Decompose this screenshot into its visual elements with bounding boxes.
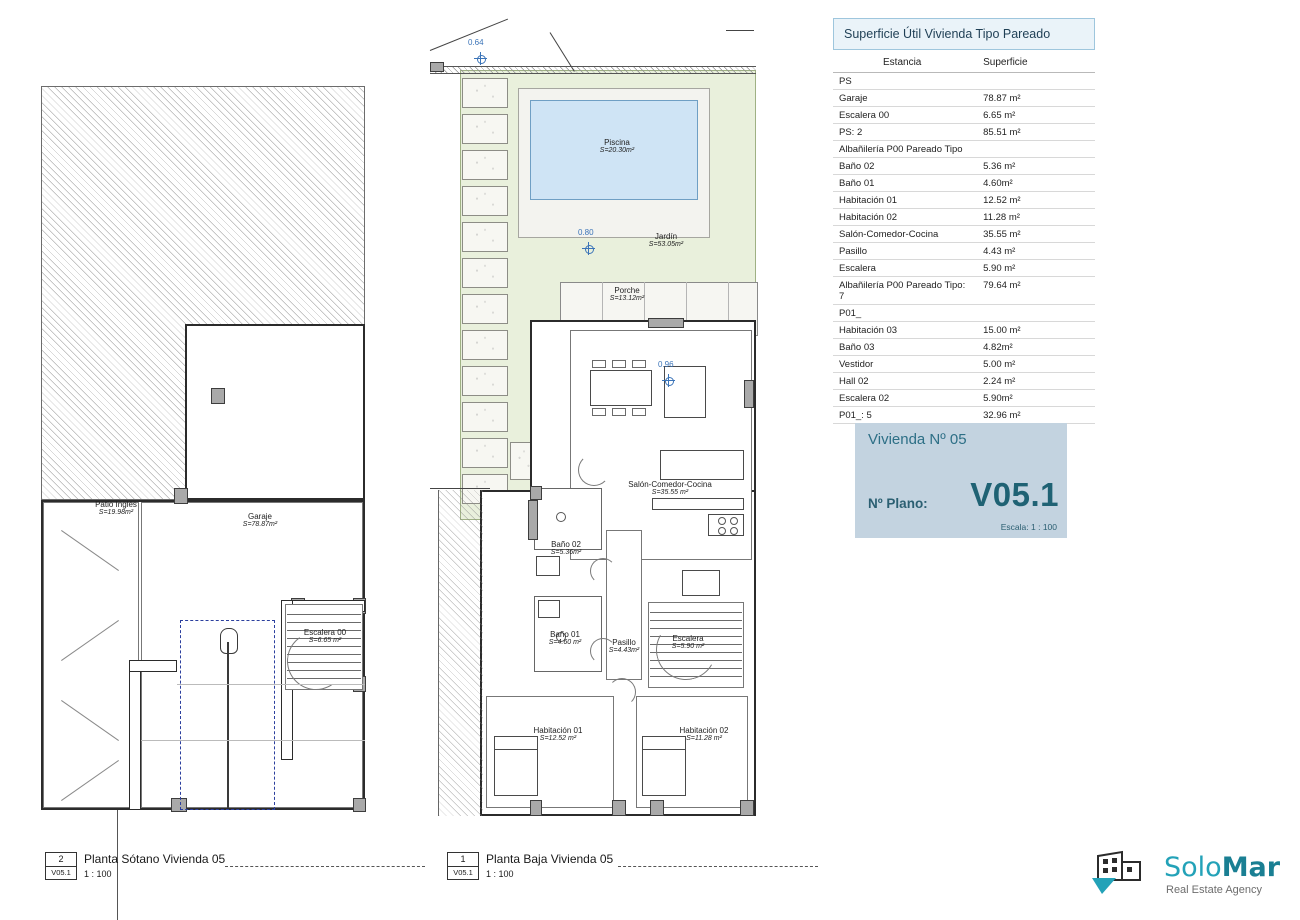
room-patio-ingles — [43, 502, 139, 808]
table-row: Vestidor 5.00 m² — [833, 356, 1095, 373]
column-header-estancia: Estancia — [833, 55, 977, 73]
company-logo — [1092, 850, 1292, 908]
table-row: P01_ — [833, 305, 1095, 322]
table-row: P01_: 5 32.96 m² — [833, 407, 1095, 424]
dimension-marker-2 — [582, 242, 595, 255]
bath-fixture — [536, 556, 560, 576]
label-escalera: Escalera S=5.90 m² — [671, 634, 705, 651]
vivienda-label: Vivienda Nº 05 — [868, 431, 967, 448]
label-porche: Porche S=13.12m² — [609, 286, 645, 303]
label-bano-02: Baño 02 S=5.36m² — [550, 540, 582, 557]
brand-name-light: Solo — [1164, 852, 1222, 883]
dimension-marker-3 — [662, 374, 675, 387]
table-row: Escalera 5.90 m² — [833, 260, 1095, 277]
label-bano-01: Baño 01 S=4.60 m² — [548, 630, 582, 647]
area-table-body — [833, 73, 1095, 441]
boundary-hatch-left — [438, 490, 483, 816]
table-row: Habitación 03 15.00 m² — [833, 322, 1095, 339]
label-jardin: Jardín S=53.05m² — [648, 232, 684, 249]
plan-basement-tag: 2 V05.1 — [45, 852, 77, 880]
stove — [682, 570, 720, 596]
title-rule-ground — [618, 866, 818, 867]
n-plano-label: Nº Plano: — [868, 496, 928, 511]
table-row: Albañilería P00 Pareado Tipo — [833, 141, 1095, 158]
label-piscina: Piscina S=20.30m² — [599, 138, 635, 155]
label-escalera-00: Escalera 00 S=6.65 m² — [303, 628, 347, 645]
table-row: Salón-Comedor-Cocina 35.55 m² — [833, 226, 1095, 243]
garage-upper-outline — [185, 324, 365, 500]
dining-table — [590, 370, 652, 406]
kitchen-appliance — [708, 514, 744, 536]
table-row: Baño 03 4.82m² — [833, 339, 1095, 356]
plan-ground-scale: 1 : 100 — [486, 869, 514, 879]
plan-code: V05.1 — [970, 476, 1059, 513]
plan-basement — [35, 80, 375, 815]
paver-walkway — [462, 72, 510, 512]
area-table — [833, 55, 1095, 440]
plan-ground-tag: 1 V05.1 — [447, 852, 479, 880]
label-habitacion-02: Habitación 02 S=11.28 m² — [679, 726, 729, 743]
plan-ground-floor — [430, 30, 770, 820]
column-header-superficie: Superficie — [977, 55, 1095, 73]
plan-basement-title — [45, 852, 225, 880]
table-row: Albañilería P00 Pareado Tipo: 7 79.64 m² — [833, 277, 1095, 305]
plan-basement-scale: 1 : 100 — [84, 869, 112, 879]
kitchen-counter — [652, 498, 744, 510]
plan-number-box — [855, 423, 1067, 538]
table-row: Baño 01 4.60m² — [833, 175, 1095, 192]
table-row: Baño 02 5.36 m² — [833, 158, 1095, 175]
brand-tagline: Real Estate Agency — [1166, 884, 1263, 896]
plan-ground-name: Planta Baja Vivienda 05 — [486, 852, 614, 866]
plan-scale: Escala: 1 : 100 — [1000, 522, 1057, 532]
table-row: Garaje 78.87 m² — [833, 90, 1095, 107]
label-patio-ingles: Patio Inglés S=19.98m² — [95, 500, 137, 517]
table-row: Escalera 00 6.65 m² — [833, 107, 1095, 124]
area-table-panel — [833, 18, 1095, 440]
building-icon — [1092, 850, 1162, 896]
label-habitacion-01: Habitación 01 S=12.52 m² — [533, 726, 583, 743]
table-row: Habitación 01 12.52 m² — [833, 192, 1095, 209]
table-row: Pasillo 4.43 m² — [833, 243, 1095, 260]
plan-basement-name: Planta Sótano Vivienda 05 — [84, 852, 226, 866]
table-row: Escalera 02 5.90m² — [833, 390, 1095, 407]
dimension-0-64: 0.64 — [468, 38, 484, 47]
tv-unit — [660, 450, 744, 480]
label-garaje: Garaje S=78.87m² — [242, 512, 278, 529]
table-row: PS — [833, 73, 1095, 90]
table-row: PS: 2 85.51 m² — [833, 124, 1095, 141]
brand-name — [1164, 852, 1280, 883]
label-pasillo: Pasillo S=4.43m² — [608, 638, 640, 655]
dimension-0-80: 0.80 — [578, 228, 594, 237]
dimension-marker-1 — [474, 52, 487, 65]
table-row: Habitación 02 11.28 m² — [833, 209, 1095, 226]
dimension-0-96: 0.96 — [658, 360, 674, 369]
plan-ground-title — [447, 852, 613, 880]
label-salon: Salón-Comedor-Cocina S=35.55 m² — [628, 480, 712, 497]
area-table-title: Superficie Útil Vivienda Tipo Pareado — [833, 18, 1095, 50]
title-rule-basement — [225, 866, 425, 867]
brand-name-bold: Mar — [1221, 852, 1281, 883]
table-row: Hall 02 2.24 m² — [833, 373, 1095, 390]
